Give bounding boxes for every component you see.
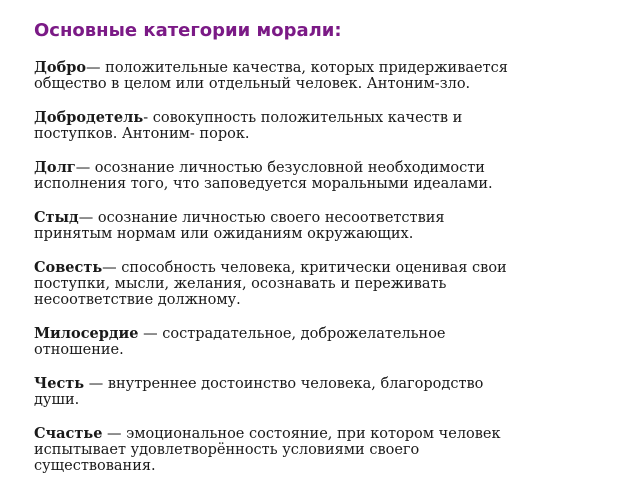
category-entry-styd <box>34 210 624 242</box>
entry-line <box>34 110 624 126</box>
definition-text: испытывает удовлетворённость условиями своего <box>34 442 420 458</box>
category-entry-sovest <box>34 260 624 308</box>
entry-line <box>34 160 624 176</box>
definition-text: поступки, мысли, желания, осознавать и переживать <box>34 276 447 292</box>
definition-text: поступков. Антоним- порок. <box>34 126 250 142</box>
definition-text: — внутреннее достоинство человека, благородство <box>84 376 484 392</box>
definition-text: - совокупность положительных качеств и <box>143 110 463 126</box>
definition-text: общество в целом или отдельный человек. Антоним-зло. <box>34 76 471 92</box>
category-term: Милосердие <box>34 325 139 342</box>
definition-text: — сострадательное, доброжелательное <box>138 326 446 342</box>
category-term: Счастье <box>34 425 103 442</box>
category-term: Совесть <box>34 259 103 276</box>
definition-text: — способность человека, критически оценивая свои <box>102 260 507 276</box>
entry-line <box>34 376 624 392</box>
definition-text: принятым нормам или ожиданиям окружающих. <box>34 226 414 242</box>
category-term: Долг <box>34 159 76 176</box>
entry-line <box>34 210 624 226</box>
category-term: Стыд <box>34 209 79 226</box>
definition-text: — эмоциональное состояние, при котором человек <box>102 426 501 442</box>
category-term: Добро <box>34 59 87 76</box>
definition-text: исполнения того, что заповедуется моральными идеалами. <box>34 176 493 192</box>
slide-title: Основные категории морали: <box>34 20 342 41</box>
category-term: Добродетель <box>34 109 144 126</box>
definition-text: — осознание личностью безусловной необходимости <box>75 160 485 176</box>
category-entry-dolg <box>34 160 624 192</box>
entry-line <box>34 260 624 276</box>
category-entry-dobro <box>34 60 624 92</box>
entry-line <box>34 326 624 342</box>
category-entry-dobrodetel <box>34 110 624 142</box>
definition-text: — осознание личностью своего несоответствия <box>78 210 445 226</box>
category-entry-schastie <box>34 426 624 474</box>
category-list <box>34 60 624 480</box>
definition-text: души. <box>34 392 80 408</box>
definition-text: — положительные качества, которых придерживается <box>86 60 508 76</box>
definition-text: несоответствие должному. <box>34 292 241 308</box>
definition-text: отношение. <box>34 342 124 358</box>
definition-text: существования. <box>34 458 156 474</box>
entry-line <box>34 60 624 76</box>
category-entry-miloserdie <box>34 326 624 358</box>
category-entry-chest <box>34 376 624 408</box>
entry-line <box>34 426 624 442</box>
category-term: Честь <box>34 375 85 392</box>
